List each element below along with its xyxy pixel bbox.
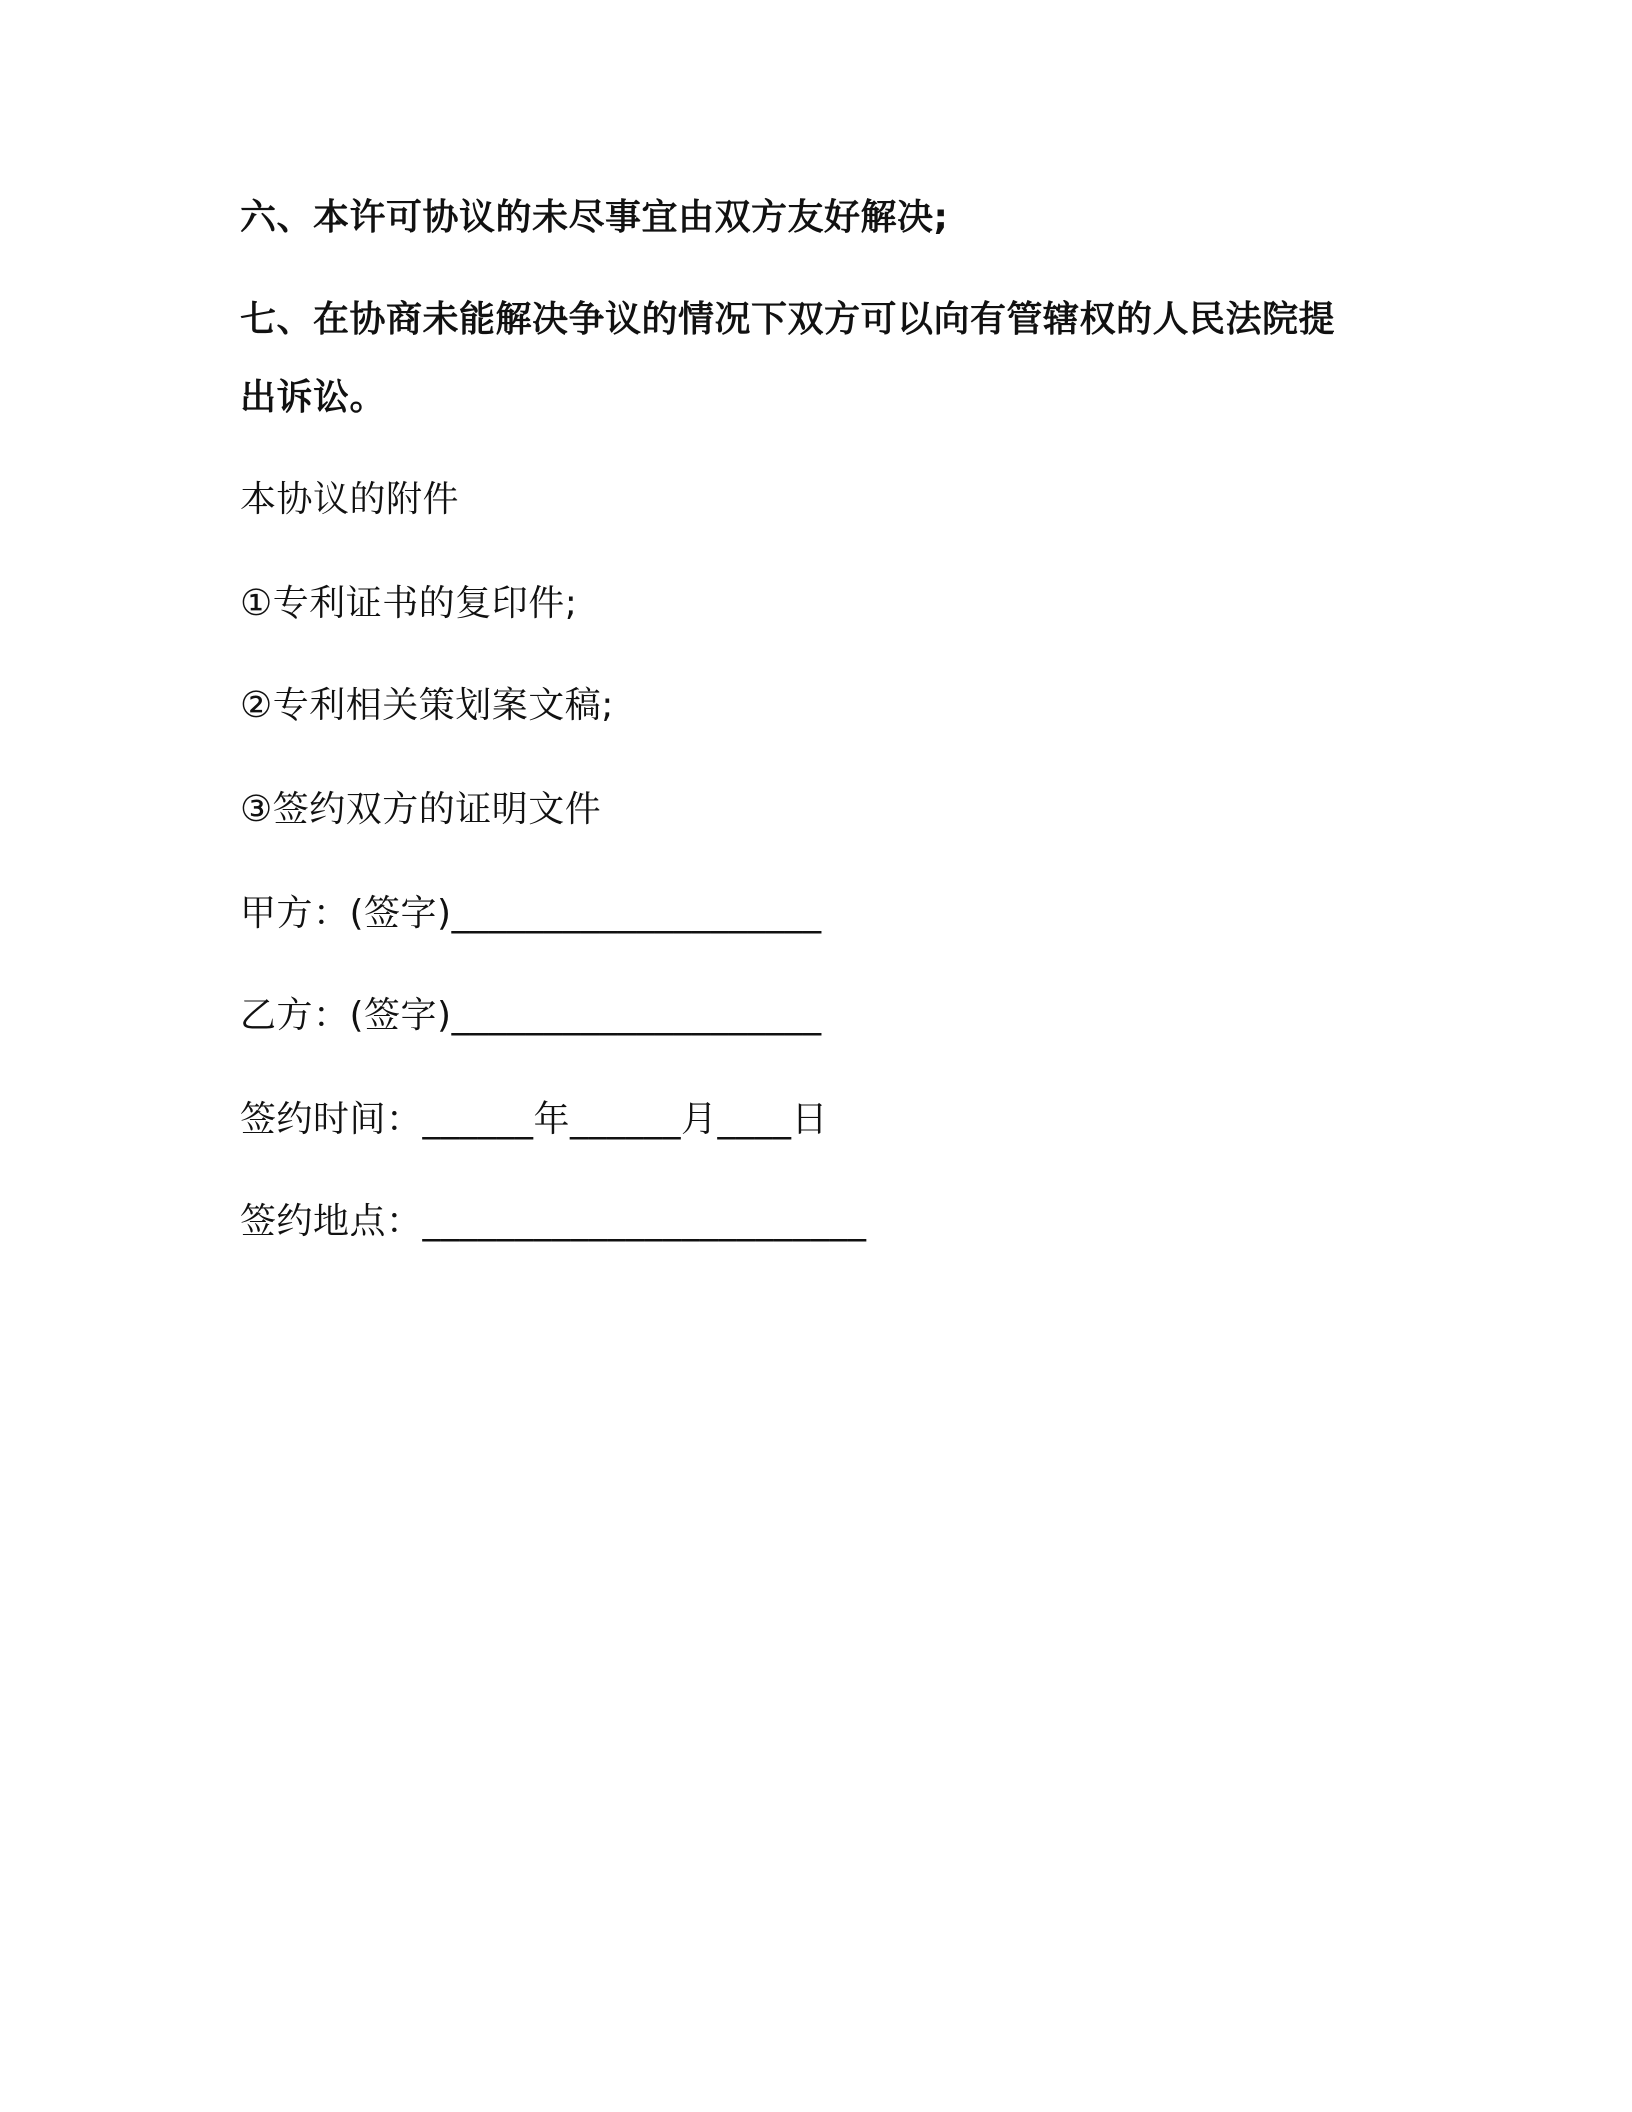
attachment-item-1: ①专利证书的复印件;: [240, 583, 578, 624]
clause-six: 六、本许可协议的未尽事宜由双方友好解决;: [240, 197, 949, 238]
signing-date: 签约时间：______年______月____日: [240, 1099, 829, 1140]
attachment-item-3: ③签约双方的证明文件: [240, 789, 602, 830]
clause-seven-line-2: 出诉讼。: [240, 377, 387, 418]
party-b-signature: 乙方：(签字)____________________: [240, 995, 822, 1036]
clause-seven-line-1: 七、在协商未能解决争议的情况下双方可以向有管辖权的人民法院提: [240, 299, 1336, 340]
signing-place: 签约地点：________________________: [240, 1201, 867, 1242]
party-a-signature: 甲方：(签字)____________________: [240, 893, 822, 934]
attachments-heading: 本协议的附件: [240, 479, 460, 520]
attachment-item-2: ②专利相关策划案文稿;: [240, 685, 614, 726]
